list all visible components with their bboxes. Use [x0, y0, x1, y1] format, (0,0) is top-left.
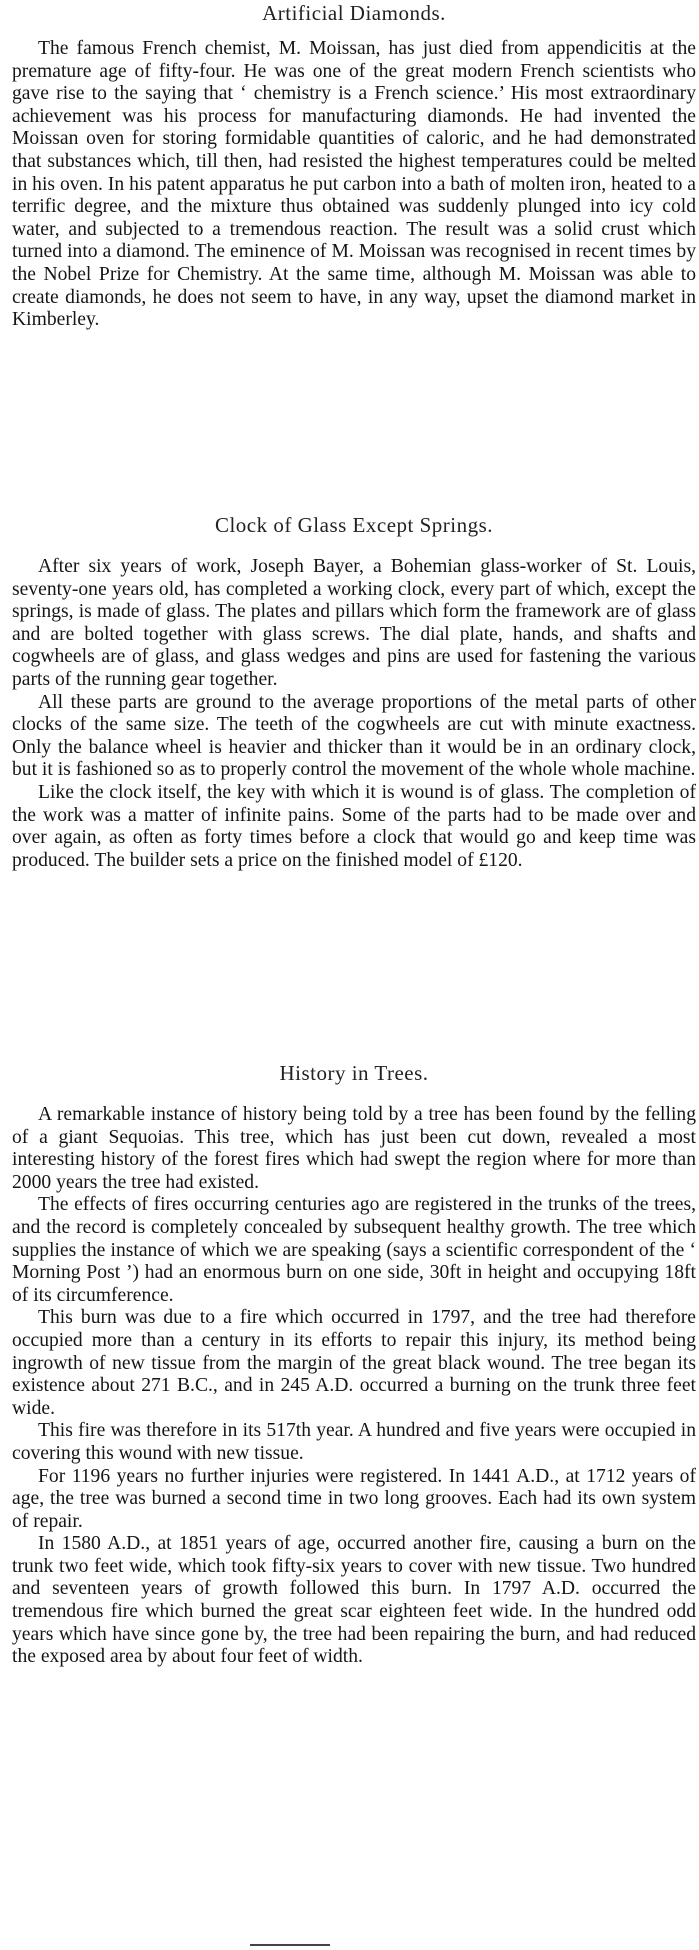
article-clock-of-glass — [12, 512, 696, 872]
headline-artificial-diamonds: Artificial Diamonds. — [262, 1, 446, 25]
paragraph: A remarkable instance of history being told by a tree has been found by the felling of a giant Sequoias. This tree, which has just been cut down, revealed a most interesting history of the forest fires which had swept the region where for more than 2000 years the tree had existed. — [12, 1104, 696, 1193]
paragraph: All these parts are ground to the average proportions of the metal parts of other clocks of the same size. The teeth of the cogwheels are cut with minute exactness. Only the balance wheel is heavier and thicker than it would be in an ordinary clock, but it is fashioned so as to properly control the movement of the whole whole machine. — [12, 691, 696, 781]
article-artificial-diamonds — [12, 0, 696, 332]
headline-history-in-trees: History in Trees. — [279, 1061, 429, 1085]
paragraph: In 1580 A.D., at 1851 years of age, occurred another fire, causing a burn on the trunk two feet wide, which took fifty-six years to cover with new tissue. Two hundred and seventeen years of growth followed this burn. In 1797 A.D. occurred the tremendous fire which burned the great scar eighteen feet wide. In the hundred odd years which have since gone by, the tree had been repairing the burn, and had reduced the exposed area by about four feet of width. — [12, 1533, 696, 1668]
paragraph: The famous French chemist, M. Moissan, has just died from appendicitis at the premature age of fifty-four. He was one of the great modern French scientists who gave rise to the saying that ‘ chemistry is a French science.’ His most extraordinary achievement was his process for manufacturing diamonds. He had invented the Moissan oven for storing formidable quantities of caloric, and he had demonstrated that substances which, till then, had resisted the highest temperatures could be melted in his oven. In his patent apparatus he put carbon into a bath of molten iron, heated to a terrific degree, and the mixture thus obtained was suddenly plunged into icy cold water, and subjected to a tremendous reaction. The result was a solid crust which turned into a diamond. The eminence of M. Moissan was recognised in recent times by the Nobel Prize for Chemistry. At the same time, although M. Moissan was able to create diamonds, he does not seem to have, in any way, upset the diamond market in Kimberley. — [12, 38, 696, 331]
paragraph: After six years of work, Joseph Bayer, a Bohemian glass-worker of St. Louis, seventy-one years old, has completed a working clock, every part of which, except the springs, is made of glass. The plates and pillars which form the framework are of glass and are bolted together with glass screws. The dial plate, hands, and shafts and cogwheels are of glass, and glass wedges and pins are used for fastening the various parts of the running gear together. — [12, 556, 696, 690]
paragraph: This burn was due to a fire which occurred in 1797, and the tree had therefore occupied more than a century in its efforts to repair this injury, its method being ingrowth of new tissue from the margin of the great black wound. The tree began its existence about 271 B.C., and in 245 A.D. occurred a burning on the trunk three feet wide. — [12, 1307, 696, 1419]
paragraph: For 1196 years no further injuries were registered. In 1441 A.D., at 1712 years of age, the tree was burned a second time in two long grooves. Each had its own system of repair. — [12, 1465, 696, 1532]
column-end-rule — [250, 1944, 330, 1946]
article-history-in-trees — [12, 1060, 696, 1669]
headline-clock-of-glass: Clock of Glass Except Springs. — [214, 513, 494, 537]
paragraph: This fire was therefore in its 517th year. A hundred and five years were occupied in covering this wound with new tissue. — [12, 1420, 696, 1464]
paragraph: The effects of fires occurring centuries ago are registered in the trunks of the trees, and the record is completely concealed by subsequent healthy growth. The tree which supplies the instance of which we are speaking (says a scientific correspondent of the ‘ Morning Post ’) had an enormous burn on one side, 30ft in height and occupying 18ft of its circumference. — [12, 1194, 696, 1306]
paragraph: Like the clock itself, the key with which it is wound is of glass. The completion of the work was a matter of infinite pains. Some of the parts had to be made over and over again, as often as forty times before a clock that would go and keep time was produced. The builder sets a price on the finished model of £120. — [12, 781, 696, 871]
